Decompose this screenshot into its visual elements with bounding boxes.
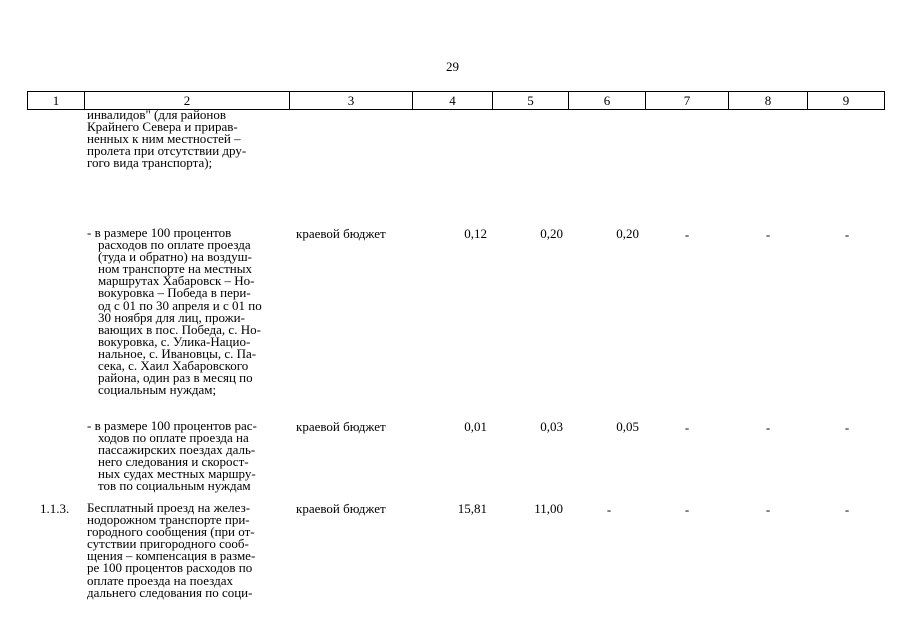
description-line: сека, с. Хаил Хабаровского <box>98 358 249 374</box>
funding-source: краевой бюджет <box>296 419 386 434</box>
value-col-9: - <box>844 420 850 435</box>
column-header-9: 9 <box>808 92 885 110</box>
description-line: тов по социальным нуждам <box>98 478 251 494</box>
value-col-8: - <box>765 420 771 435</box>
description-line: пролета при отсутствии дру- <box>87 143 247 159</box>
table-row-description <box>87 227 291 396</box>
value-col-9: - <box>844 227 850 242</box>
column-header-3: 3 <box>290 92 413 110</box>
value-col-7: - <box>684 420 690 435</box>
description-line: - в размере 100 процентов рас- <box>87 418 257 433</box>
description-line: Крайнего Севера и прирав- <box>87 119 238 135</box>
description-line: ном транспорте на местных <box>98 261 252 277</box>
value-col-5: 0,03 <box>540 419 563 434</box>
description-line: нальное, с. Ивановцы, с. Па- <box>98 345 257 361</box>
description-line: дальнего следования по соци- <box>87 584 253 600</box>
value-col-6: 0,20 <box>616 226 639 241</box>
funding-source: краевой бюджет <box>296 501 386 516</box>
value-col-8: - <box>765 502 771 517</box>
value-col-5: 11,00 <box>534 501 563 516</box>
description-line: городного сообщения (при от- <box>87 524 255 540</box>
page-number: 29 <box>446 59 459 74</box>
description-line: социальным нуждам; <box>98 382 217 398</box>
column-header-4: 4 <box>413 92 493 110</box>
value-col-5: 0,20 <box>540 226 563 241</box>
value-col-4: 0,12 <box>464 226 487 241</box>
column-header-5: 5 <box>493 92 569 110</box>
description-line: него следования и скорост- <box>98 454 249 470</box>
description-line: сутствии пригородного сооб- <box>87 536 249 552</box>
description-line: вающих в пос. Победа, с. Но- <box>98 321 261 337</box>
column-header-7: 7 <box>646 92 729 110</box>
description-line: ненных к ним местностей – <box>87 131 241 147</box>
description-line: Бесплатный проезд на желез- <box>87 500 251 515</box>
description-line: вокуровка, с. Улика-Нацио- <box>98 333 251 349</box>
description-line: ре 100 процентов расходов по <box>87 560 253 576</box>
value-col-8: - <box>765 227 771 242</box>
description-line: вокуровка – Победа в пери- <box>98 285 251 301</box>
description-line: района, один раз в месяц по <box>98 370 253 386</box>
description-line: расходов по оплате проезда <box>98 237 251 253</box>
value-col-6: - <box>606 502 612 517</box>
description-line: - в размере 100 процентов <box>87 225 232 240</box>
description-line: (туда и обратно) на воздуш- <box>98 249 253 265</box>
column-header-6: 6 <box>569 92 646 110</box>
value-col-6: 0,05 <box>616 419 639 434</box>
description-line: маршрутах Хабаровск – Но- <box>98 273 255 289</box>
description-line: од с 01 по 30 апреля и с 01 по <box>98 297 262 313</box>
column-header-1: 1 <box>28 92 85 110</box>
value-col-7: - <box>684 227 690 242</box>
table-row-description <box>87 502 291 599</box>
column-header-8: 8 <box>729 92 808 110</box>
table-row-description <box>87 109 291 169</box>
description-line: оплате проезда на поездах <box>87 572 233 588</box>
description-line: 30 ноября для лиц, прожи- <box>98 309 245 325</box>
value-col-4: 0,01 <box>464 419 487 434</box>
value-col-9: - <box>844 502 850 517</box>
table-row-description <box>87 420 291 493</box>
description-line: пассажирских поездах даль- <box>98 442 256 458</box>
column-header-2: 2 <box>85 92 290 110</box>
description-line: щения – компенсация в разме- <box>87 548 256 564</box>
row-number: 1.1.3. <box>40 501 70 516</box>
value-col-7: - <box>684 502 690 517</box>
description-line: ных судах местных маршру- <box>98 466 256 482</box>
funding-source: краевой бюджет <box>296 226 386 241</box>
description-line: ходов по оплате проезда на <box>98 430 249 446</box>
description-line: гого вида транспорта); <box>87 155 213 171</box>
description-line: инвалидов" (для районов <box>87 107 227 122</box>
value-col-4: 15,81 <box>457 501 487 516</box>
description-line: нодорожном транспорте при- <box>87 512 250 528</box>
